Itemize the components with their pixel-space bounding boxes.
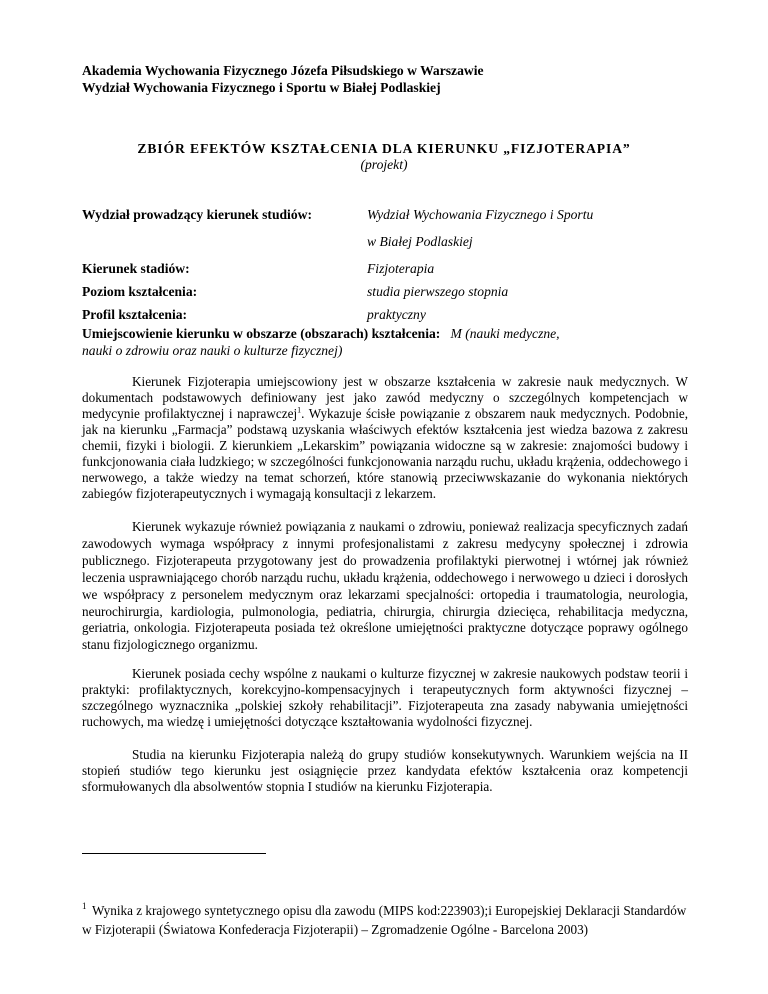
location-label: Umiejscowienie kierunku w obszarze (obszarach) kształcenia: bbox=[82, 326, 441, 341]
faculty-value: Wydział Wychowania Fizycznego i Sportu bbox=[367, 207, 594, 222]
field-location bbox=[82, 325, 692, 359]
document-title: ZBIÓR EFEKTÓW KSZTAŁCENIA DLA KIERUNKU „FIZJOTERAPIA” bbox=[137, 141, 631, 156]
paragraph-medical-b: . Wykazuje ścisłe powiązanie z obszarem nauk medycznych. Podobnie, jak na kierunku „Farmacja” podstawą uzyskania właściwych efektów kształcenia jest wiedza bazowa z zakresu chemii, fizyki i biologii. Z kierunkiem „Lekarskim” powiązania widoczne są w zakresie: znajomości budowy i funkcjonowania ciała ludzkiego; w szczególności funkcjonowania narządu ruchu, układu krążenia, oddechowego i nerwowego, a także wiedzy na temat schorzeń, które stanowią przeciwwskazanie do wykonania niektórych zabiegów fizjoterapeutycznych i wymagają konsultacji z lekarzem. bbox=[82, 406, 689, 501]
profile-value: praktyczny bbox=[367, 307, 426, 322]
location-value-cont: nauki o zdrowiu oraz nauki o kulturze fizycznej) bbox=[82, 343, 343, 358]
footnote-text: Wynika z krajowego syntetycznego opisu dla zawodu (MIPS kod:223903);i Europejskiej Deklaracji Standardów w Fizjoterapii (Światowa Konfederacja Fizjoterapii) – Zgromadzenie Ogólne - Barcelona 2003) bbox=[82, 903, 687, 937]
footnote-separator bbox=[82, 853, 266, 854]
paragraph-physical-culture: Kierunek posiada cechy wspólne z naukami o kulturze fizycznej w zakresie naukowych podstaw teorii i praktyki: profilaktycznych, korekcyjno-kompensacyjnych i terapeutycznych form aktywności fizycznej – szczególnego wyznacznika „polskiej szkoły rehabilitacji”. Fizjoterapeuta zna zasady nabywania umiejętności ruchowych, ma wiedzę i umiejętności dotyczące kształtowania wydolności fizycznej. bbox=[82, 666, 688, 729]
footnote-ref: 1 bbox=[297, 405, 302, 415]
header-faculty: Wydział Wychowania Fizycznego i Sportu w Białej Podlaskiej bbox=[82, 80, 441, 95]
faculty-label: Wydział prowadzący kierunek studiów: bbox=[82, 207, 312, 222]
info-row-faculty bbox=[82, 206, 594, 223]
field-label: Kierunek stadiów: bbox=[82, 261, 190, 276]
document-subtitle: (projekt) bbox=[360, 157, 408, 172]
info-row-field bbox=[82, 260, 435, 277]
level-label: Poziom kształcenia: bbox=[82, 284, 198, 299]
profile-label: Profil kształcenia: bbox=[82, 307, 188, 322]
info-row-level bbox=[82, 283, 509, 300]
faculty-value-cont: w Białej Podlaskiej bbox=[367, 234, 473, 249]
footnote-mark: 1 bbox=[82, 901, 87, 911]
document-header bbox=[82, 62, 484, 96]
location-value: M (nauki medyczne, bbox=[450, 326, 560, 341]
field-value: Fizjoterapia bbox=[367, 261, 435, 276]
paragraph-medical-a: Kierunek Fizjoterapia umiejscowiony jest w obszarze kształcenia w zakresie nauk medycznych. W dokumentach podstawowych definiowany jest jako zawód medyczny o szczególnych kompetencjach w medycynie profilaktycznej i naprawczej bbox=[82, 374, 688, 421]
paragraph-medical bbox=[82, 374, 688, 502]
info-row-profile bbox=[82, 306, 426, 323]
paragraph-health: Kierunek wykazuje również powiązania z naukami o zdrowiu, ponieważ realizacja specyficznych zadań zawodowych wymaga współpracy z innymi profesjonalistami z zakresu medycyny społecznej i zdrowia publicznego. Fizjoterapeuta przygotowany jest do prowadzenia profilaktyki pierwotnej i wtórnej jak również leczenia usprawniającego chorób narządu ruchu, układu krążenia, oddechowego i nerwowego u dzieci i dorosłych we współpracy z personelem medycznym oraz lekarzami specjalności: ortopedia i traumatologia, neurologia, neurochirurgia, kardiologia, pulmonologia, pediatria, chirurgia, chirurgia dziecięca, rehabilitacja medyczna, geriatria, onkologia. Fizjoterapeuta posiada też określone umiejętności praktyczne dotyczące poprawy ogólnego stanu fizjologicznego organizmu. bbox=[82, 519, 688, 653]
level-value: studia pierwszego stopnia bbox=[367, 284, 509, 299]
paragraph-consecutive-studies: Studia na kierunku Fizjoterapia należą do grupy studiów konsekutywnych. Warunkiem wejścia na II stopień studiów tego kierunku jest osiągnięcie przez kandydata efektów kształcenia oraz kompetencji sformułowanych dla absolwentów stopnia I studiów na kierunku Fizjoterapia. bbox=[82, 747, 688, 794]
footnote bbox=[82, 901, 692, 939]
header-academy: Akademia Wychowania Fizycznego Józefa Piłsudskiego w Warszawie bbox=[82, 63, 484, 78]
